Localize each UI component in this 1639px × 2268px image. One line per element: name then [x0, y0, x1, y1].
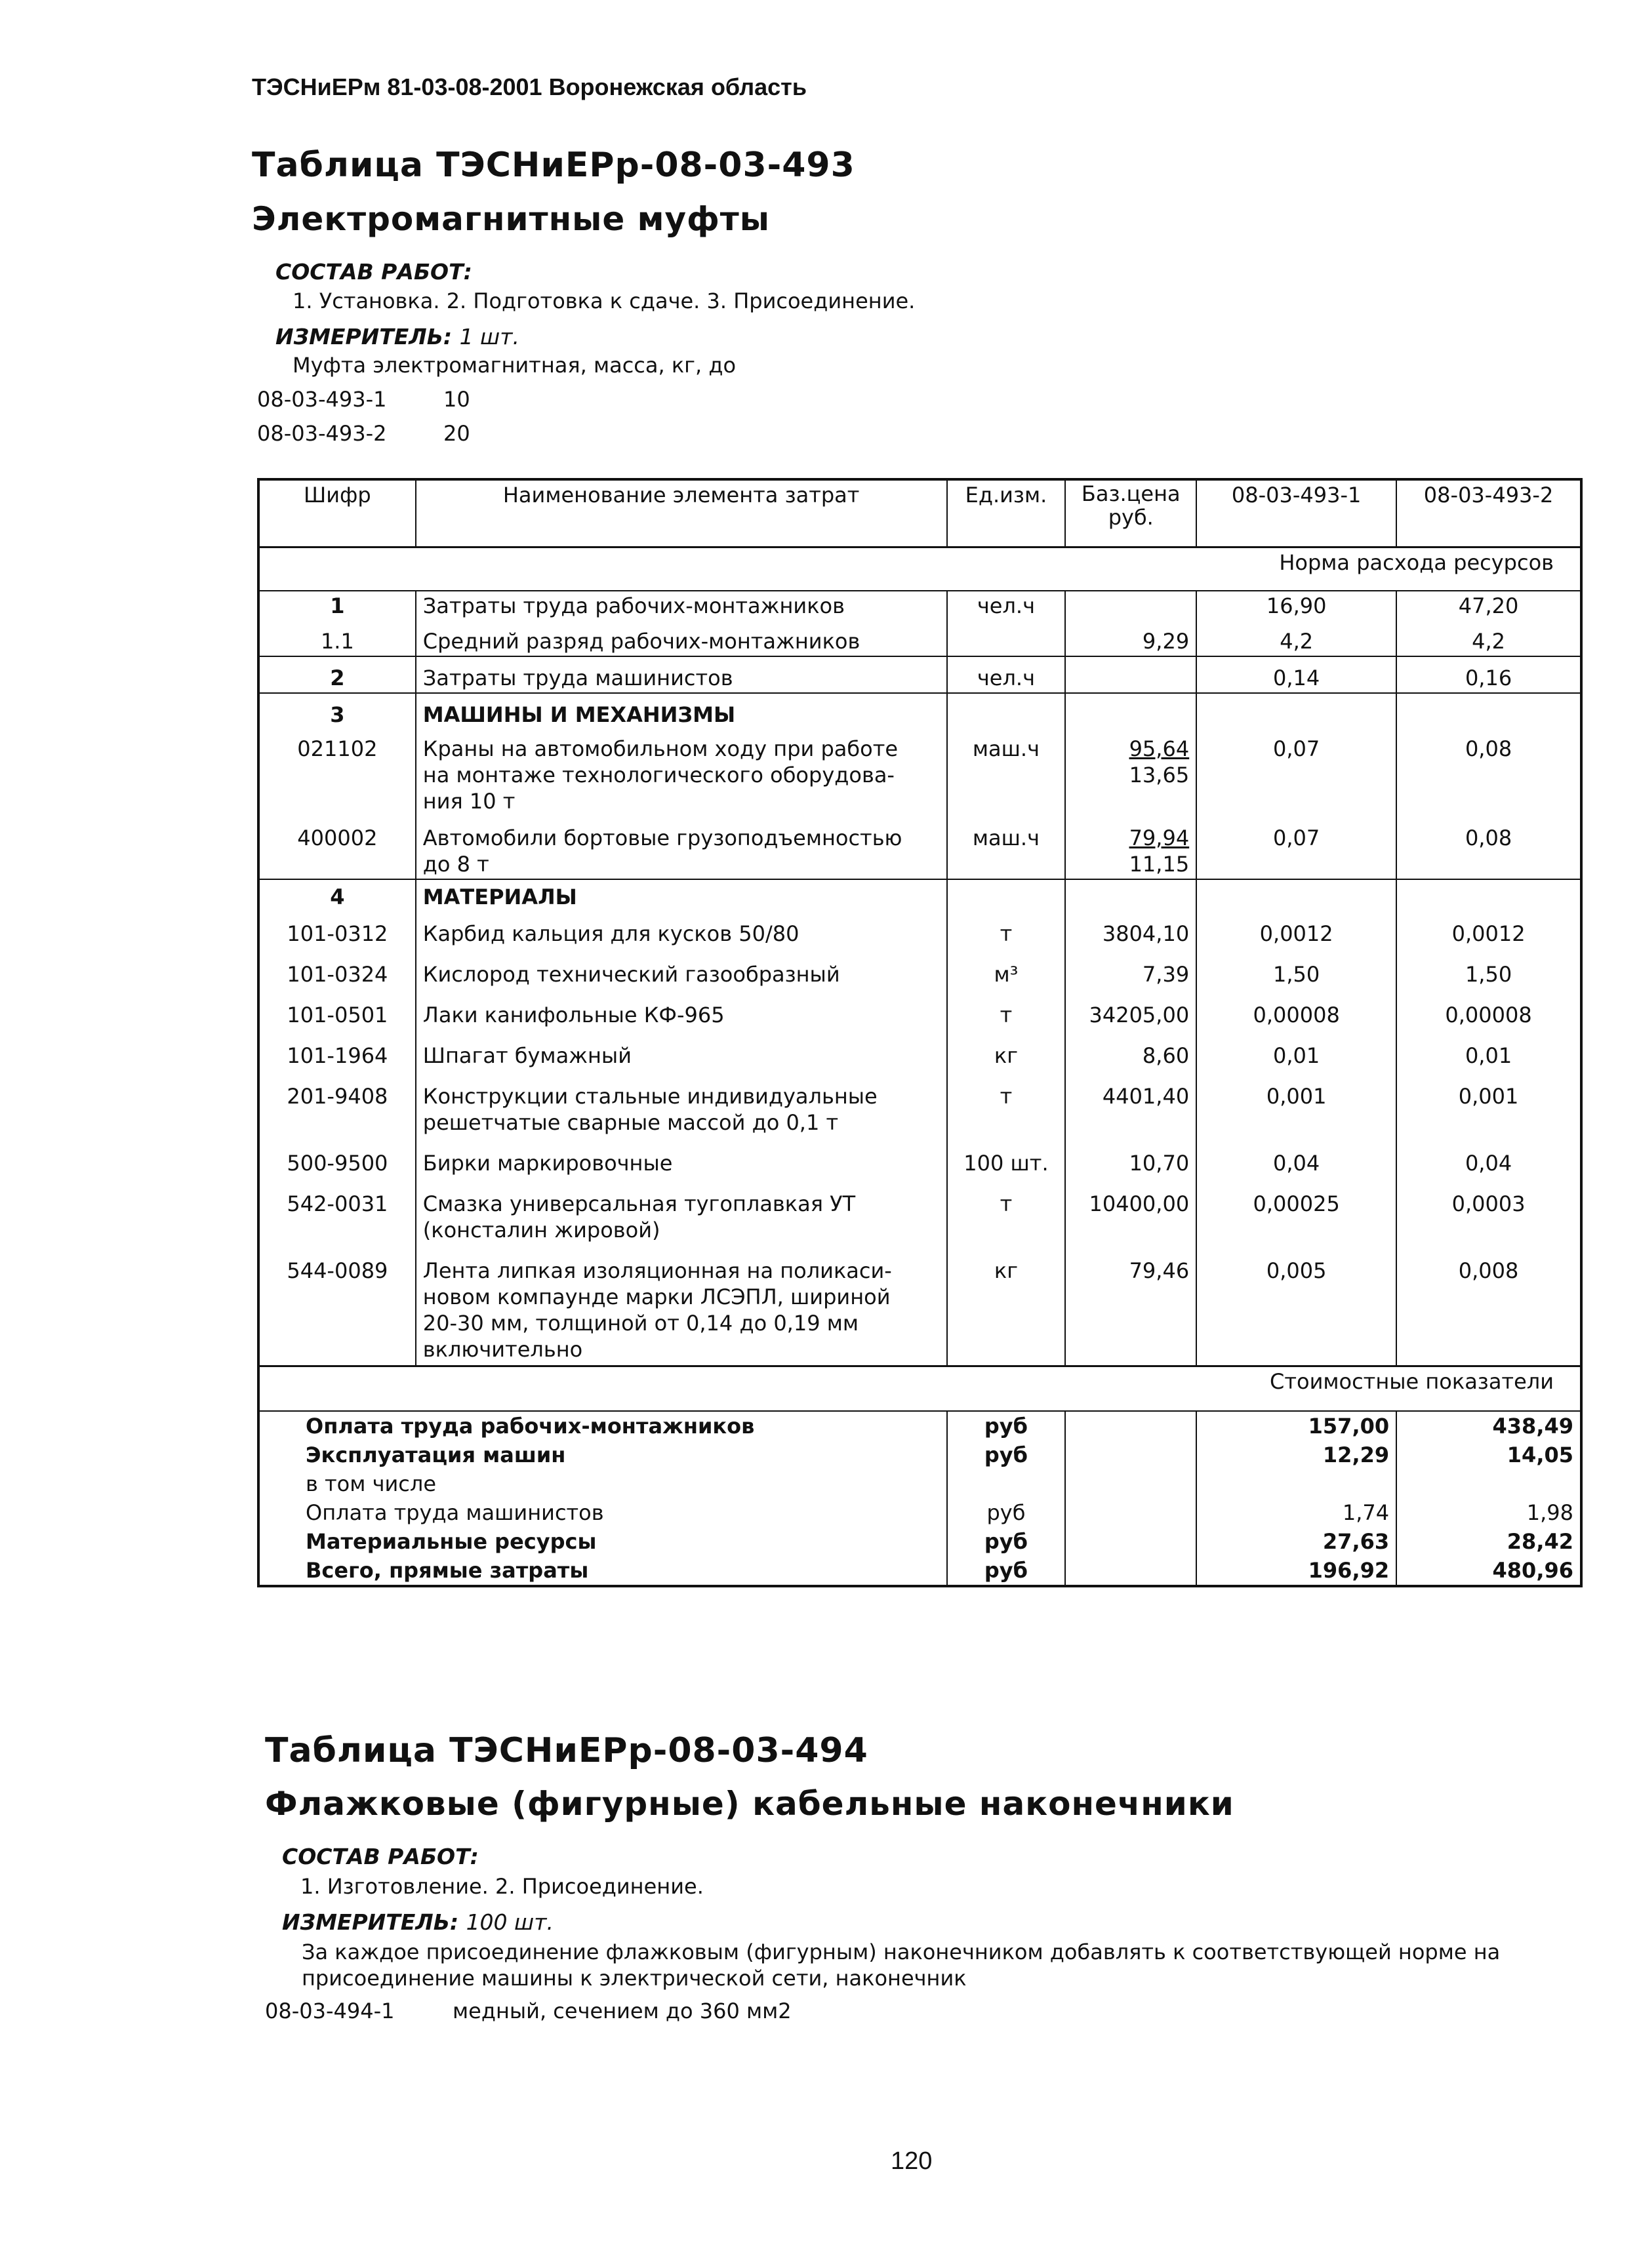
row-value-1: 0,0012	[1196, 911, 1396, 948]
row-price: 7,39	[1065, 948, 1196, 989]
row-unit: 100 шт.	[947, 1137, 1066, 1178]
cost-unit: руб	[947, 1498, 1066, 1527]
row-price: 34205,00	[1065, 989, 1196, 1029]
cost-name: в том числе	[306, 1471, 436, 1496]
row-value-2: 47,20	[1396, 591, 1581, 620]
row-code: 201-9408	[287, 1084, 388, 1109]
section-name: МАТЕРИАЛЫ	[416, 879, 947, 911]
cost-unit: руб	[947, 1441, 1066, 1469]
row-unit: маш.ч	[947, 816, 1066, 879]
row-code: 2	[258, 656, 416, 693]
header-col1: 08-03-493-1	[1196, 479, 1396, 547]
row-price: 10,70	[1065, 1137, 1196, 1178]
table2-description-line1: За каждое присоединение флажковым (фигурным) наконечником добавлять к соответствующей норме на	[302, 1940, 1501, 1964]
table-row	[258, 1137, 1581, 1178]
row-name-line: на монтаже технологического оборудова-	[422, 763, 895, 787]
cost-unit	[947, 1469, 1066, 1498]
header-price-line1: Баз.цена	[1081, 481, 1181, 506]
row-unit: м³	[947, 948, 1066, 989]
row-value-1: 16,90	[1196, 591, 1396, 620]
row-code: 500-9500	[287, 1151, 388, 1176]
cost-value-1: 196,92	[1196, 1556, 1396, 1586]
row-price	[1065, 591, 1196, 620]
row-name-line: 20-30 мм, толщиной от 0,14 до 0,19 мм	[422, 1311, 859, 1336]
row-name-line: Лента липкая изоляционная на поликаси-	[422, 1258, 892, 1283]
row-name: Лаки канифольные КФ-965	[416, 989, 947, 1029]
table-title: Таблица ТЭСНиЕРр-08-03-493	[252, 146, 855, 185]
row-name: Затраты труда машинистов	[416, 656, 947, 693]
row-price: 3804,10	[1065, 911, 1196, 948]
row-unit: чел.ч	[947, 656, 1066, 693]
row-price: 9,29	[1065, 620, 1196, 656]
table2-measure-label-text: ИЗМЕРИТЕЛЬ:	[282, 1909, 459, 1935]
variant-value-2: 20	[443, 421, 470, 446]
section-row-materials	[258, 879, 1581, 911]
cost-row	[258, 1498, 1581, 1527]
measure-value: 1 шт.	[459, 324, 519, 349]
row-name-line: (консталин жировой)	[422, 1218, 660, 1243]
row-price	[1065, 656, 1196, 693]
table-row	[258, 591, 1581, 620]
cost-label-row	[258, 1366, 1581, 1412]
cost-value-1: 12,29	[1196, 1441, 1396, 1469]
row-value-2: 0,01	[1396, 1029, 1581, 1070]
row-unit: кг	[947, 1244, 1066, 1366]
row-name-line: новом компаунде марки ЛСЭПЛ, шириной	[422, 1284, 891, 1309]
row-name-line: ния 10 т	[422, 789, 516, 814]
row-name-line: включительно	[422, 1337, 583, 1362]
row-price: 8,60	[1065, 1029, 1196, 1070]
row-unit: кг	[947, 1029, 1066, 1070]
variant-value-1: 10	[443, 387, 470, 412]
row-value-1: 0,00025	[1196, 1178, 1396, 1244]
section-name: МАШИНЫ И МЕХАНИЗМЫ	[416, 693, 947, 729]
variant-code-2: 08-03-493-2	[257, 421, 387, 446]
table-header-row	[258, 479, 1581, 547]
row-value-2: 0,08	[1396, 816, 1581, 879]
row-name-line: Краны на автомобильном ходу при работе	[422, 736, 899, 761]
row-name	[416, 1178, 947, 1244]
row-price-main: 95,64	[1129, 736, 1190, 761]
cost-unit: руб	[947, 1411, 1066, 1441]
row-value-1: 0,001	[1196, 1070, 1396, 1137]
row-price-secondary: 13,65	[1129, 763, 1190, 787]
table2-measure-label	[282, 1909, 554, 1935]
row-value-1: 0,07	[1196, 729, 1396, 816]
header-unit: Ед.изм.	[947, 479, 1066, 547]
row-unit: маш.ч	[947, 729, 1066, 816]
row-value-2: 0,0012	[1396, 911, 1581, 948]
table-description: Муфта электромагнитная, масса, кг, до	[293, 353, 737, 378]
cost-row	[258, 1556, 1581, 1586]
header-name: Наименование элемента затрат	[416, 479, 947, 547]
row-name	[416, 1070, 947, 1137]
cost-value-2	[1396, 1469, 1581, 1498]
row-price	[1065, 729, 1196, 816]
row-code: 101-0324	[287, 962, 388, 987]
cost-value-1: 27,63	[1196, 1527, 1396, 1556]
row-code: 101-0312	[287, 921, 388, 946]
row-price-secondary: 11,15	[1129, 852, 1190, 877]
row-value-2: 0,008	[1396, 1244, 1581, 1366]
table2-work-composition-text: 1. Изготовление. 2. Присоединение.	[300, 1874, 704, 1899]
row-name-line: до 8 т	[422, 852, 489, 877]
table-row	[258, 1244, 1581, 1366]
header-shifr: Шифр	[258, 479, 416, 547]
table-row	[258, 656, 1581, 693]
row-name: Затраты труда рабочих-монтажников	[416, 591, 947, 620]
table2-work-composition-label: СОСТАВ РАБОТ:	[282, 1844, 479, 1869]
cost-row	[258, 1527, 1581, 1556]
row-value-2: 0,001	[1396, 1070, 1581, 1137]
cost-row	[258, 1411, 1581, 1441]
cost-name: Эксплуатация машин	[306, 1442, 566, 1467]
section-code: 4	[258, 879, 416, 911]
row-value-1: 4,2	[1196, 620, 1396, 656]
cost-name: Оплата труда машинистов	[306, 1500, 604, 1525]
row-value-1: 1,50	[1196, 948, 1396, 989]
row-name-line: Смазка универсальная тугоплавкая УТ	[422, 1191, 856, 1216]
row-value-2: 0,08	[1396, 729, 1581, 816]
row-price: 4401,40	[1065, 1070, 1196, 1137]
header-col2: 08-03-493-2	[1396, 479, 1581, 547]
table2-measure-value: 100 шт.	[466, 1909, 554, 1935]
row-code: 542-0031	[287, 1191, 388, 1216]
table2-item-text: медный, сечением до 360 мм2	[453, 1999, 792, 2023]
row-name: Средний разряд рабочих-монтажников	[416, 620, 947, 656]
row-value-2: 4,2	[1396, 620, 1581, 656]
row-code: 400002	[297, 826, 378, 850]
table2-title: Таблица ТЭСНиЕРр-08-03-494	[265, 1731, 868, 1770]
row-value-2: 1,50	[1396, 948, 1581, 989]
table-row	[258, 1070, 1581, 1137]
row-value-1: 0,04	[1196, 1137, 1396, 1178]
row-name: Карбид кальция для кусков 50/80	[416, 911, 947, 948]
cost-name: Всего, прямые затраты	[306, 1558, 589, 1583]
page-number: 120	[891, 2147, 933, 2175]
norm-label: Норма расхода ресурсов	[258, 547, 1581, 591]
row-name	[416, 729, 947, 816]
header-price-line2: руб.	[1108, 505, 1154, 530]
norm-label-row	[258, 547, 1581, 591]
measure-label	[275, 324, 519, 349]
section-row-machines	[258, 693, 1581, 729]
table-row	[258, 620, 1581, 656]
cost-value-2: 14,05	[1396, 1441, 1581, 1469]
cost-unit: руб	[947, 1556, 1066, 1586]
table-row	[258, 729, 1581, 816]
cost-value-2: 28,42	[1396, 1527, 1581, 1556]
cost-row	[258, 1469, 1581, 1498]
row-price	[1065, 816, 1196, 879]
row-price-main: 79,94	[1129, 826, 1190, 850]
table-row	[258, 1178, 1581, 1244]
row-unit	[947, 620, 1066, 656]
cost-value-1: 157,00	[1196, 1411, 1396, 1441]
row-code: 101-1964	[287, 1043, 388, 1068]
row-code: 1	[330, 593, 345, 618]
table2-subtitle: Флажковые (фигурные) кабельные наконечники	[265, 1785, 1234, 1823]
row-value-1: 0,005	[1196, 1244, 1396, 1366]
row-name: Бирки маркировочные	[416, 1137, 947, 1178]
row-value-1: 0,07	[1196, 816, 1396, 879]
row-name: Шпагат бумажный	[416, 1029, 947, 1070]
table-row	[258, 1029, 1581, 1070]
variant-code-1: 08-03-493-1	[257, 387, 387, 412]
row-value-1: 0,00008	[1196, 989, 1396, 1029]
row-code: 1.1	[320, 629, 354, 654]
row-unit: т	[947, 1178, 1066, 1244]
header-price	[1065, 479, 1196, 547]
work-composition-text: 1. Установка. 2. Подготовка к сдаче. 3. Присоединение.	[293, 288, 916, 313]
row-value-2: 0,0003	[1396, 1178, 1581, 1244]
row-value-2: 0,16	[1396, 656, 1581, 693]
table-row	[258, 816, 1581, 879]
row-unit: т	[947, 1070, 1066, 1137]
cost-value-1	[1196, 1469, 1396, 1498]
row-unit: т	[947, 989, 1066, 1029]
cost-row	[258, 1441, 1581, 1469]
table-subtitle: Электромагнитные муфты	[252, 200, 770, 238]
row-name	[416, 1244, 947, 1366]
row-value-1: 0,14	[1196, 656, 1396, 693]
cost-value-2: 1,98	[1396, 1498, 1581, 1527]
row-name	[416, 816, 947, 879]
measure-label-text: ИЗМЕРИТЕЛЬ:	[275, 324, 453, 349]
table-row	[258, 989, 1581, 1029]
table-row	[258, 948, 1581, 989]
row-value-2: 0,04	[1396, 1137, 1581, 1178]
cost-value-2: 438,49	[1396, 1411, 1581, 1441]
table2-description-line2: присоединение машины к электрической сети, наконечник	[302, 1966, 967, 1991]
row-unit: т	[947, 911, 1066, 948]
row-name-line: Конструкции стальные индивидуальные	[422, 1084, 878, 1109]
cost-name: Материальные ресурсы	[306, 1529, 597, 1554]
table-row	[258, 911, 1581, 948]
row-price: 10400,00	[1065, 1178, 1196, 1244]
row-code: 544-0089	[287, 1258, 388, 1283]
document-header: ТЭСНиЕРм 81-03-08-2001 Воронежская область	[252, 73, 807, 100]
row-name: Кислород технический газообразный	[416, 948, 947, 989]
cost-label: Стоимостные показатели	[258, 1366, 1581, 1412]
section-code: 3	[258, 693, 416, 729]
row-code: 101-0501	[287, 1003, 388, 1027]
cost-unit: руб	[947, 1527, 1066, 1556]
norms-table	[257, 478, 1583, 1587]
row-value-1: 0,01	[1196, 1029, 1396, 1070]
cost-value-2: 480,96	[1396, 1556, 1581, 1586]
row-price: 79,46	[1065, 1244, 1196, 1366]
row-name-line: решетчатые сварные массой до 0,1 т	[422, 1110, 839, 1135]
work-composition-label: СОСТАВ РАБОТ:	[275, 259, 472, 285]
cost-value-1: 1,74	[1196, 1498, 1396, 1527]
row-value-2: 0,00008	[1396, 989, 1581, 1029]
cost-name: Оплата труда рабочих-монтажников	[306, 1414, 755, 1439]
table2-item-code: 08-03-494-1	[265, 1999, 395, 2023]
row-unit: чел.ч	[947, 591, 1066, 620]
row-code: 021102	[297, 736, 378, 761]
row-name-line: Автомобили бортовые грузоподъемностью	[422, 826, 902, 850]
